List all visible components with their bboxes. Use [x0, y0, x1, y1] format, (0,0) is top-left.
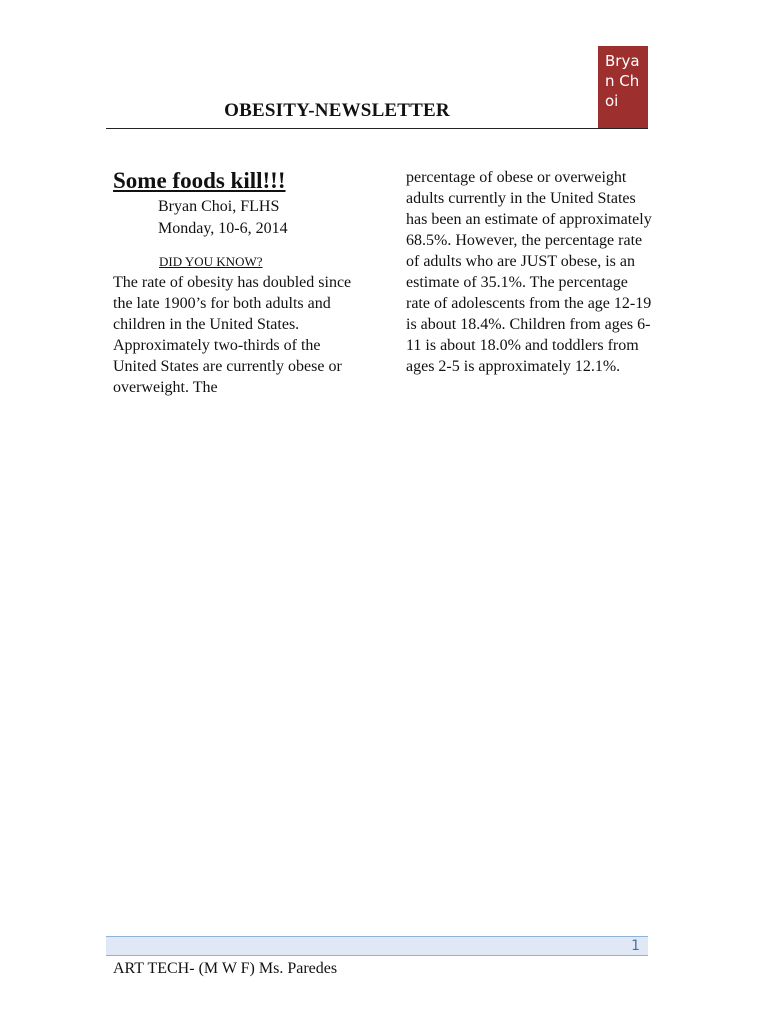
page-number: 1: [631, 938, 640, 954]
author-tab: Bryan Choi: [598, 46, 648, 128]
article-column-left: [113, 166, 363, 398]
article-author: Bryan Choi, FLHS: [158, 198, 280, 215]
article-headline: Some foods kill!!!: [113, 168, 286, 193]
article-column-right: [406, 167, 652, 377]
article-body-part-1: The rate of obesity has doubled since the late 1900’s for both adults and children in the United States. Approximately two-thirds of the United States are currently obese or overweight. The: [113, 274, 352, 396]
article-date: Monday, 10-6, 2014: [158, 220, 288, 237]
article-subheading: DID YOU KNOW?: [159, 254, 263, 269]
footer-text: ART TECH- (M W F) Ms. Paredes: [113, 960, 338, 977]
header-divider: [106, 128, 648, 129]
footer-band: [106, 936, 648, 956]
newsletter-title: OBESITY-NEWSLETTER: [224, 100, 450, 121]
article-body-part-2: percentage of obese or overweight adults currently in the United States has been an estimate of approximately 68.5%. However, the percentage rate of adults who are JUST obese, is an estimate of 35.1%. The percentage rate of adolescents from the age 12-19 is about 18.4%. Children from ages 6-11 is about 18.0% and toddlers from ages 2-5 is approximately 12.1%.: [406, 169, 652, 375]
